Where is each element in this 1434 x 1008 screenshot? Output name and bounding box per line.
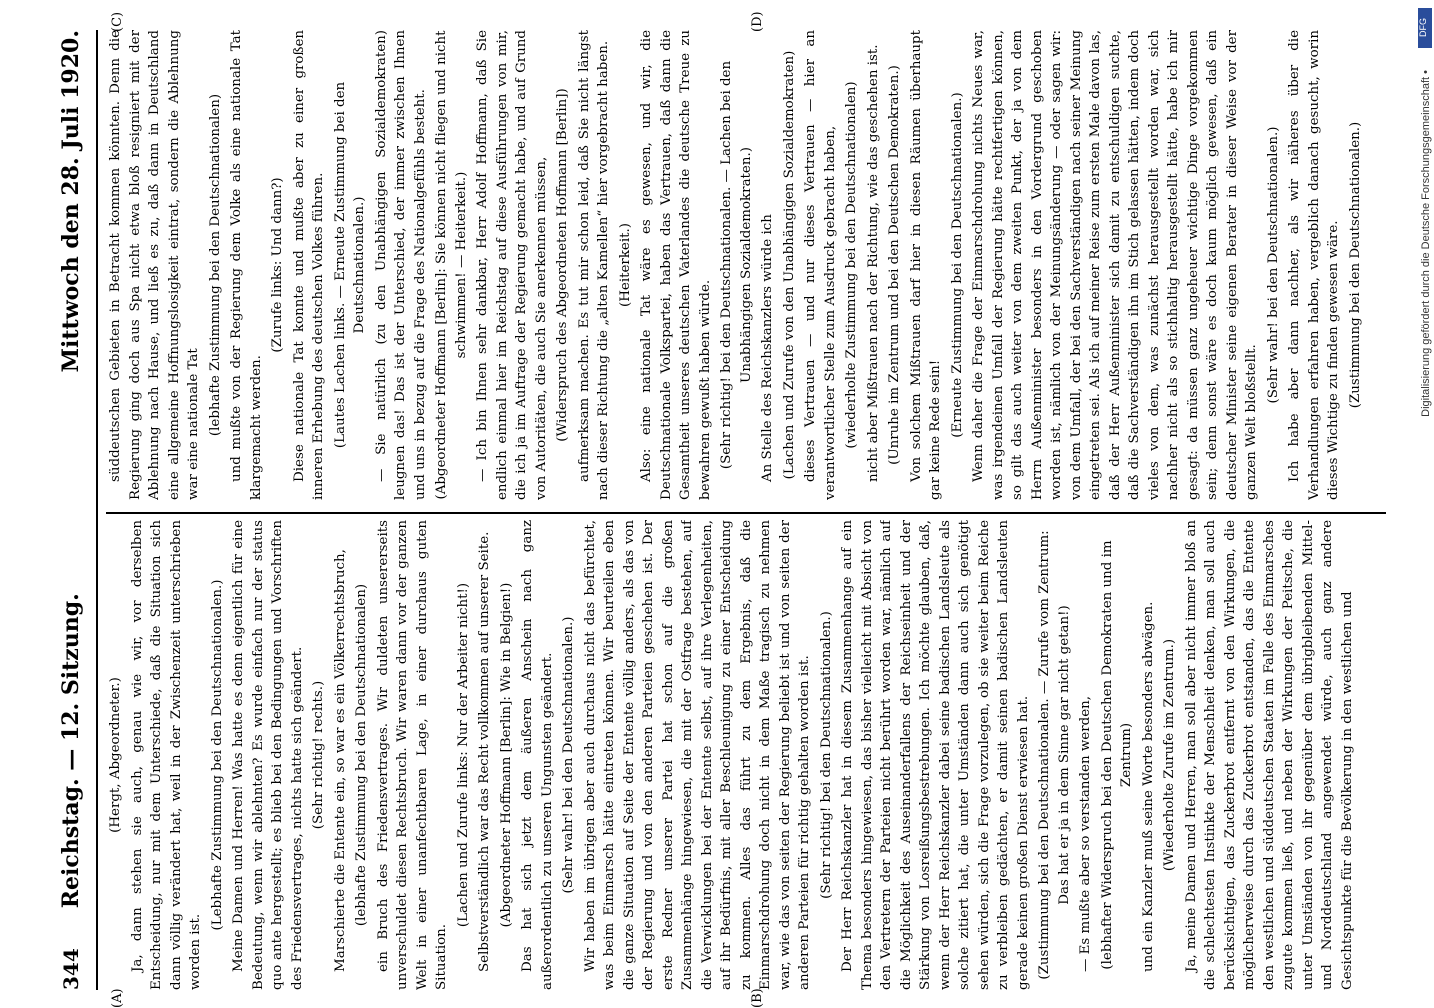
paragraph: (Sehr richtig! bei den Deutschnationalen.) [818, 611, 834, 899]
paragraph: und ein Kanzler muß seine Worte besonders abwägen. [1140, 601, 1156, 972]
paragraph: (Hergt, Abgeordneter.) [108, 677, 123, 833]
marker-d: (D) [750, 11, 765, 32]
paragraph: nicht aber Mißtrauen nach der Richtung, wie das geschehen ist. [865, 44, 881, 482]
right-column [106, 30, 1386, 500]
paragraph: (lebhafte Zustimmung bei den Deutschnationalen) [207, 93, 223, 437]
paragraph: Das hat sich jetzt dem äußeren Anschein nach ganz außerordentlich zu unseren Ungunsten geändert. [520, 520, 555, 990]
paragraph: Marschierte die Entente ein, so war es ein Völkerrechtsbruch, [332, 549, 348, 972]
column-divider [106, 513, 1386, 515]
paragraph: (Sehr richtig! bei den Deutschnationalen. — Lachen bei den Unabhängigen Sozialdemokraten.) [719, 60, 754, 470]
paragraph: Meine Damen und Herren! Was hatte es denn eigentlich für eine Bedeutung, wenn wir ablehnten? Es wurde einfach nur der status quo ante hergestellt; es blieb bei den Bedingungen und Vorschriften des Friedensvertrages, nichts hatte sich geändert. [231, 520, 305, 990]
paragraph: Der Herr Reichskanzler hat in diesem Zusammenhange auf ein Thema besonders hingewiesen, das bisher vielleicht mit Absicht von den Vertretern der Parteien nicht berührt worden war, nämlich auf die Möglichkeit des Auseinanderfallens der Reichseinheit und der Stärkung von Losreißungsbestrebungen. Ich möchte glauben, daß, wenn der Herr Reichskanzler dabei seine badischen Landsleute als solche zitiert hat, die unter Umständen dann auch sich genötigt sehen würden, sich die Frage vorzulegen, ob sie weiter beim Reiche zu verbleiben gedächten, er damit seinen badischen Landsleuten gerade keinen großen Dienst erwiesen hat. [840, 520, 1031, 990]
digitization-credit: Digitalisierung gefördert durch die Deutsche Forschungsgemeinschaft • [1420, 70, 1432, 417]
paragraph: Von solchem Mißtrauen darf hier in diesen Räumen überhaupt gar keine Rede sein! [908, 30, 943, 500]
paragraph: — Sie natürlich (zu den Unabhängigen Sozialdemokraten) leugnen das! Das ist der Unterschied, der immer zwischen Ihnen und uns in bezug auf die Frage des Nationalgefühls besteht. [373, 30, 428, 500]
paragraph: (Abgeordneter Hoffmann [Berlin]: Wie in Belgien!) [498, 582, 514, 928]
paragraph: (Zustimmung bei den Deutschnationalen.) [1347, 121, 1363, 409]
paragraph: (Erneute Zustimmung bei den Deutschnationalen.) [949, 92, 965, 438]
header-session: Reichstag. — 12. Sitzung. [58, 593, 84, 909]
paragraph: (Abgeordneter Hoffmann [Berlin]: Sie können nicht fliegen und nicht schwimmen! — Heiterkeit.) [434, 30, 469, 500]
paragraph: und mußte von der Regierung dem Volke als eine nationale Tat klargemacht werden. [229, 30, 264, 500]
marker-a: (A) [110, 988, 125, 1008]
paragraph: (Unruhe im Zentrum und bei den Deutschen Demokraten.) [887, 65, 902, 465]
paragraph: An Stelle des Reichskanzlers würde ich [760, 214, 775, 482]
paragraph: (wiederholte Zustimmung bei den Deutschnationalen) [844, 81, 859, 449]
paragraph: Selbstverständlich war das Recht vollkommen auf unserer Seite. [477, 531, 492, 972]
dfg-logo: DFG [1418, 8, 1432, 48]
paragraph: Ja, dann stehen sie auch, genau wie wir, vor derselben Entscheidung, nur mit dem Unterschiede, daß die Situation sich dann völlig verändert hat, weil in der Zwischenzeit unterschrieben worden ist. [129, 520, 203, 990]
paragraph: (Sehr richtig! rechts.) [311, 680, 326, 830]
rotated-page [50, 0, 1400, 1008]
paragraph: (Lachen und Zurufe links: Nur der Arbeiter nicht!) [455, 582, 471, 928]
header-rule [96, 30, 98, 990]
header-date: Mittwoch den 28. Juli 1920. [58, 30, 84, 373]
paragraph: süddeutschen Gebieten in Betracht kommen könnten. Denn die Regierung ging doch aus Spa nicht etwa bloß resigniert mit der Ablehnung nach Hause, und ließ es zu, daß dann in Deutschland eine allgemeine Hoffnungslosigkeit eintrat, sondern die Ablehnung war eine nationale Tat [108, 30, 201, 500]
left-column [106, 520, 1386, 990]
paragraph: (Zurufe links: Und dann?) [270, 177, 285, 353]
marker-b: (B) [750, 988, 765, 1008]
paragraph: dieses Vertrauen — und nur dieses Vertrauen — hier an verantwortlicher Stelle zum Ausdruck gebracht haben, [803, 30, 838, 500]
paragraph: Ich habe aber dann nachher, als wir näheres über die Verhandlungen erfahren haben, vergeblich danach gesucht, worin dieses Wichtige zu finden gewesen wäre. [1287, 30, 1341, 500]
paragraph: Also: eine nationale Tat wäre es gewesen, und wir, die Deutschnationale Volkspartei, haben das Vertrauen, daß dann die Gesamtheit unseres deutschen Vaterlandes die deutsche Treue zu bewahren gewußt haben würde. [639, 30, 713, 500]
paragraph: (lebhafter Widerspruch bei den Deutschen Demokraten und im Zentrum) [1099, 540, 1134, 970]
paragraph: aufmerksam machen. Es tut mir schon leid, daß Sie nicht längst nach dieser Richtung die „alten Kamellen“ hier vorgebracht haben. [576, 30, 611, 500]
paragraph: Diese nationale Tat konnte und mußte aber zu einer großen inneren Erhebung des deutschen Volkes führen. [291, 30, 326, 500]
paragraph: — Ich bin Ihnen sehr dankbar, Herr Adolf Hoffmann, daß Sie endlich einmal hier im Reichstag auf diese Ausführungen von mir, die ich ja im Auftrage der Regierung gemacht habe, und auf Grund von Autoritäten, die auch Sie anerkennen müssen, [475, 30, 549, 500]
paragraph: (Sehr wahr! bei den Deutschnationalen.) [561, 616, 576, 894]
paragraph: — Es mußte aber so verstanden werden, [1078, 696, 1093, 972]
paragraph: (Wiederholte Zurufe im Zentrum.) [1162, 638, 1177, 872]
paragraph: ein Bruch des Friedensvertrages. Wir duldeten unsererseits unverschuldet diesen Rechtsbruch. Wir waren dann vor der ganzen Welt in einer unanfechtbaren Lage, in einer durchaus guten Situation. [375, 520, 449, 990]
marker-c: (C) [110, 11, 125, 32]
paragraph: (lebhafte Zustimmung bei den Deutschnationalen) [354, 583, 369, 927]
paragraph: Ja, meine Damen und Herren, man soll aber nicht immer bloß an die schlechtesten Instinkte der Menschheit denken, man soll auch berücksichtigen, das Zuckerbrot entfernt von den Wirkungen, die möglicherweise durch das Zuckerbrot entstanden, das die Entente den westlichen und süddeutschen Staaten im Falle des Einmarsches zugute kommen ließ, und neben der Wirkungen der Peitsche, die unter Umständen von ihr gegenüber dem übrigbleibenden Mittel- und Norddeutschland angewendet würde, auch ganz andere Gesichtspunkte für die Bevölkerung in den westlichen und [1183, 520, 1355, 990]
paragraph: Wenn daher die Frage der Einmarschdrohung nichts Neues war, was irgendeinen Umfall der Regierung hätte rechtfertigen können, so gilt das auch weiter von dem zweiten Punkt, der ja von dem Herrn Außenminister besonders in den Vordergrund geschoben worden ist, nämlich von der Meinungsänderung — oder sagen wir: von dem Umfall, der bei den Sachverständigen nach seiner Meinung eingetreten sei. Als ich auf meiner Reise zum ersten Male davon las, daß der Herr Außenminister sich damit zu entschuldigen suchte, daß die Sachverständigen ihn im Stich gelassen hätten, indem doch vieles von dem, was zunächst herausgestellt worden war, sich nachher nicht als so stichhaltig herausgestellt hätte, habe ich mir gesagt: da müssen ganz ungeheuer wichtige Dinge vorgekommen sein; denn sonst wäre es doch kaum möglich gewesen, daß ein deutscher Minister seine eigenen Berater in dieser Weise vor der ganzen Welt bloßstellt. [971, 30, 1259, 500]
page-number: 344 [59, 948, 83, 990]
paragraph: Wir haben im übrigen aber auch durchaus nicht das befürchtet, was beim Einmarsch hätte eintreten können. Wir beurteilen eben die ganze Situation auf Seite der Entente völlig anders, als das von der Regierung und von den anderen Parteien geschehen ist. Der erste Redner unserer Partei hat schon auf die großen Zusammenhänge hingewiesen, die mit der Ostfrage bestehen, auf die Verwicklungen bei der Entente selbst, auf ihre Verlegenheiten, auf ihr Bedürfnis, mit aller Beschleunigung zu einer Entscheidung zu kommen. Alles das führt zu dem Ergebnis, daß die Einmarschdrohung doch nicht in dem Maße tragisch zu nehmen war, wie das von seiten der Regierung beliebt ist und von seiten der anderen Parteien für richtig gehalten worden ist. [582, 520, 812, 990]
paragraph: (Lebhafte Zustimmung bei den Deutschnationalen.) [209, 579, 225, 931]
footer [1414, 10, 1432, 990]
paragraph: (Sehr wahr! bei den Deutschnationalen.) [1265, 126, 1281, 404]
paragraph: (Zustimmung bei den Deutschnationalen. — Zurufe vom Zentrum: Das hat er ja in dem Sinne gar nicht getan!) [1037, 530, 1072, 980]
paragraph: (Widerspruch des Abgeordneten Hoffmann [Berlin]) [555, 88, 570, 442]
paragraph: (Lautes Lachen links. — Erneute Zustimmung bei den Deutschnationalen.) [332, 81, 367, 449]
paragraph: (Heiterkeit.) [617, 223, 633, 307]
page-header [50, 30, 92, 990]
paragraph: (Lachen und Zurufe von den Unabhängigen Sozialdemokraten) [781, 50, 797, 480]
